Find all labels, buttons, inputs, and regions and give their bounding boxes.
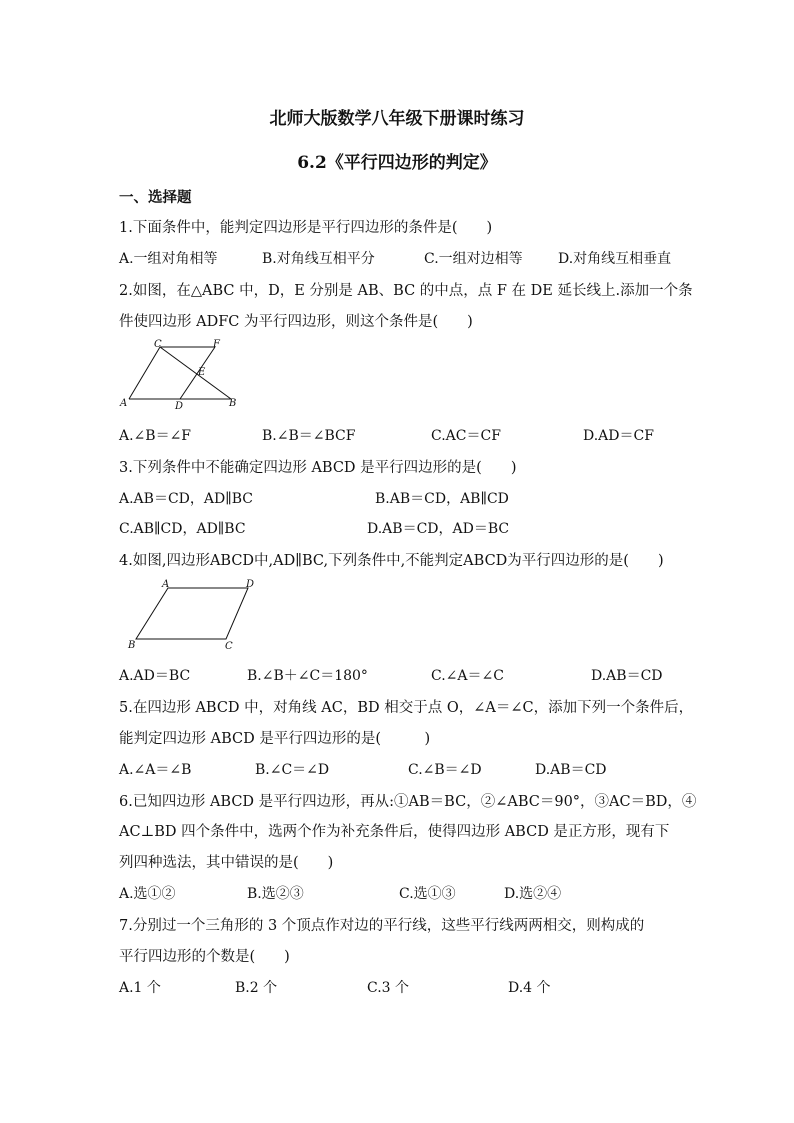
- page-title: 北师大版数学八年级下册课时练习: [269, 109, 525, 129]
- q3-option-a: A.AB＝CD，AD∥BC: [119, 491, 253, 507]
- q3-option-b: B.AB＝CD，AB∥CD: [375, 491, 509, 507]
- q5-option-b: B.∠C＝∠D: [255, 762, 330, 778]
- q6-option-b: B.选②③: [247, 886, 304, 902]
- question-3: 3.下列条件中不能确定四边形 ABCD 是平行四边形的是( ): [119, 460, 517, 476]
- q2-label-c: C: [154, 339, 162, 350]
- q4-option-c: C.∠A＝∠C: [431, 668, 504, 684]
- question-1: 1.下面条件中，能判定四边形是平行四边形的条件是( ): [119, 220, 493, 236]
- q2-label-b: B: [229, 398, 237, 409]
- q5-option-c: C.∠B＝∠D: [408, 762, 482, 778]
- q2-triangle-figure: [118, 338, 248, 414]
- q7-option-c: C.3 个: [367, 980, 410, 996]
- question-6-line-1: 6.已知四边形 ABCD 是平行四边形，再从:①AB＝BC，②∠ABC＝90°，③AC＝BD，④: [119, 794, 697, 810]
- q2-option-d: D.AD＝CF: [583, 428, 654, 444]
- q1-option-b: B.对角线互相平分: [262, 251, 375, 267]
- q2-option-b: B.∠B＝∠BCF: [262, 428, 356, 444]
- q2-label-d: D: [175, 401, 184, 412]
- q2-label-e: E: [198, 367, 206, 378]
- q1-option-d: D.对角线互相垂直: [558, 251, 672, 267]
- q4-label-b: B: [128, 640, 136, 651]
- q2-option-c: C.AC＝CF: [431, 428, 501, 444]
- q6-option-c: C.选①③: [399, 886, 456, 902]
- q2-option-a: A.∠B＝∠F: [119, 428, 192, 444]
- q7-option-a: A.1 个: [119, 980, 161, 996]
- q4-option-d: D.AB＝CD: [591, 668, 663, 684]
- q6-option-a: A.选①②: [119, 886, 176, 902]
- q1-option-a: A.一组对角相等: [119, 251, 218, 267]
- q6-option-d: D.选②④: [504, 886, 562, 902]
- question-7-line-1: 7.分别过一个三角形的 3 个顶点作对边的平行线，这些平行线两两相交，则构成的: [119, 918, 645, 934]
- question-2-line-2: 件使四边形 ADFC 为平行四边形，则这个条件是( ): [119, 314, 473, 330]
- q1-option-c: C.一组对边相等: [424, 251, 523, 267]
- page-subtitle: 6.2《平行四边形的判定》: [297, 153, 497, 173]
- question-4: 4.如图,四边形ABCD中,AD∥BC,下列条件中,不能判定ABCD为平行四边形的是( ): [119, 553, 664, 569]
- q4-label-d: D: [246, 579, 255, 590]
- q3-option-d: D.AB＝CD，AD＝BC: [367, 521, 510, 537]
- q4-label-a: A: [162, 579, 170, 590]
- question-6-line-3: 列四种选法，其中错误的是( ): [119, 855, 334, 871]
- q4-label-c: C: [225, 641, 233, 652]
- q4-parallelogram-figure: [122, 578, 262, 654]
- question-2-line-1: 2.如图，在△ABC 中，D，E 分别是 AB、BC 的中点，点 F 在 DE 延长线上.添加一个条: [119, 283, 693, 299]
- q4-option-a: A.AD＝BC: [119, 668, 191, 684]
- q2-label-a: A: [120, 398, 128, 409]
- q7-option-b: B.2 个: [235, 980, 278, 996]
- q7-option-d: D.4 个: [508, 980, 551, 996]
- q5-option-d: D.AB＝CD: [535, 762, 607, 778]
- q3-option-c: C.AB∥CD，AD∥BC: [119, 521, 246, 537]
- question-7-line-2: 平行四边形的个数是( ): [119, 949, 290, 965]
- q2-label-f: F: [213, 339, 220, 350]
- section-heading: 一、选择题: [119, 190, 192, 206]
- q4-option-b: B.∠B＋∠C＝180°: [247, 668, 368, 684]
- q5-option-a: A.∠A＝∠B: [119, 762, 192, 778]
- question-5-line-2: 能判定四边形 ABCD 是平行四边形的是( ): [119, 731, 431, 747]
- question-6-line-2: AC⊥BD 四个条件中，选两个作为补充条件后，使得四边形 ABCD 是正方形，现有下: [119, 824, 670, 840]
- question-5-line-1: 5.在四边形 ABCD 中，对角线 AC，BD 相交于点 O，∠A＝∠C，添加下列一个条件后，: [119, 700, 694, 716]
